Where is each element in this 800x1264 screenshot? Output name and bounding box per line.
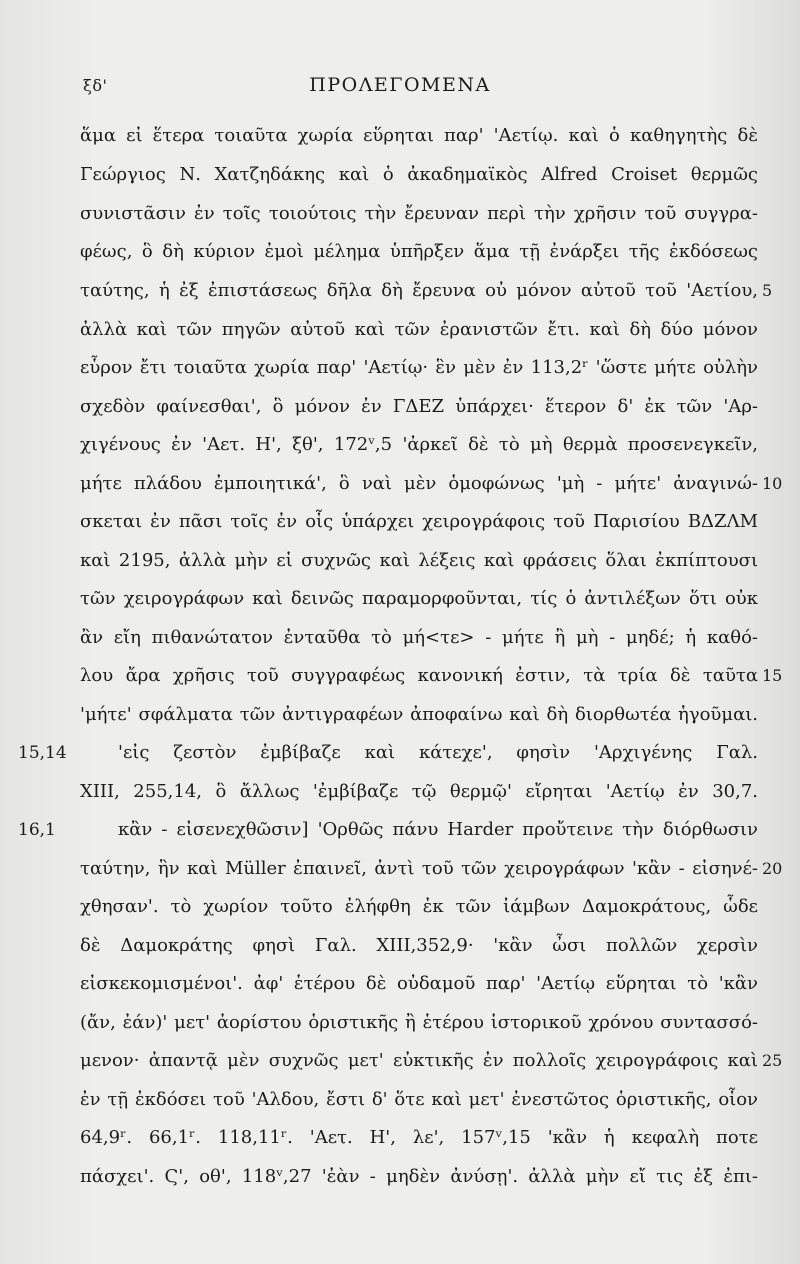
text-line: ἀλλὰ καὶ τῶν πηγῶν αὐτοῦ καὶ τῶν ἐρανιστῶν ἔτι. καὶ δὴ δύο μόνον [80, 319, 758, 340]
text-line: 64,9ʳ. 66,1ʳ. 118,11ʳ. 'Αετ. Η', λε', 157ᵛ,15 'κἂν ἡ κεφαλὴ ποτε [80, 1127, 758, 1148]
text-line: ταύτης, ἡ ἐξ ἐπιστάσεως δῆλα δὴ ἔρευνα οὐ μόνον αὐτοῦ τοῦ 'Αετίου, [80, 280, 758, 301]
text-line: ταύτην, ἣν καὶ Müller ἐπαινεῖ, ἀντὶ τοῦ τῶν χειρογράφων 'κἂν - εἰσηνέ- [80, 858, 758, 879]
margin-reference-left: 16,1 [18, 820, 56, 840]
text-line: λου ἄρα χρῆσις τοῦ συγγραφέως κανονική ἐστιν, τὰ τρία δὲ ταῦτα [80, 665, 758, 686]
text-line: φέως, ὃ δὴ κύριον ἐμοὶ μέλημα ὑπῆρξεν ἅμα τῇ ἐνάρξει τῆς ἐκδόσεως [80, 241, 758, 262]
text-line: σχεδὸν φαίνεσθαι', ὃ μόνον ἐν ΓΔΕΖ ὑπάρχει· ἕτερον δ' ἐκ τῶν 'Αρ- [80, 396, 758, 417]
page-number: ξδ' [83, 76, 108, 95]
text-line: ἂν εἴη πιθανώτατον ἐνταῦθα τὸ μή<τε> - μήτε ἢ μὴ - μηδέ; ἡ καθό- [80, 627, 758, 648]
text-line: σκεται ἐν πᾶσι τοῖς ἐν οἷς ὑπάρχει χειρογράφοις τοῦ Παρισίου ΒΔΖΛΜ [80, 511, 758, 532]
text-line: τῶν χειρογράφων καὶ δεινῶς παραμορφοῦνται, τίς ὁ ἀντιλέξων ὅτι οὐκ [80, 588, 758, 609]
text-line: 'εἰς ζεστὸν ἐμβίβαζε καὶ κάτεχε', φησὶν 'Αρχιγένης Γαλ. [118, 742, 758, 763]
margin-reference-left: 15,14 [18, 743, 67, 763]
text-line: κἂν - εἰσενεχθῶσιν] 'Ορθῶς πάνυ Harder προὔτεινε τὴν διόρθωσιν [118, 819, 758, 840]
text-line: μενον· ἀπαντᾷ μὲν συχνῶς μετ' εὐκτικῆς ἐν πολλοῖς χειρογράφοις καὶ [80, 1050, 758, 1071]
text-line: εὗρον ἔτι τοιαῦτα χωρία παρ' 'Αετίῳ· ἓν μὲν ἐν 113,2ʳ 'ὥστε μήτε οὐλὴν [80, 357, 758, 378]
text-line: δὲ Δαμοκράτης φησὶ Γαλ. XIII,352,9· 'κἂν ὦσι πολλῶν χερσὶν [80, 935, 758, 956]
text-line: εἰσκεκομισμένοι'. ἀφ' ἑτέρου δὲ οὐδαμοῦ παρ' 'Αετίῳ εὕρηται τὸ 'κἂν [80, 973, 758, 994]
margin-line-number: 15 [762, 666, 783, 685]
text-line: ἐν τῇ ἐκδόσει τοῦ 'Αλδου, ἔστι δ' ὅτε καὶ μετ' ἐνεστῶτος ὁριστικῆς, οἷον [80, 1089, 758, 1110]
text-line: Γεώργιος Ν. Χατζηδάκης καὶ ὁ ἀκαδημαϊκὸς Alfred Croiset θερμῶς [80, 164, 758, 185]
running-title: ΠΡΟΛΕΓΟΜΕΝΑ [309, 74, 491, 96]
text-line: (ἄν, ἐάν)' μετ' ἀορίστου ὁριστικῆς ἢ ἑτέρου ἱστορικοῦ χρόνου συντασσό- [80, 1012, 758, 1033]
margin-line-number: 25 [762, 1051, 783, 1070]
text-line: καὶ 2195, ἀλλὰ μὴν εἰ συχνῶς καὶ λέξεις καὶ φράσεις ὅλαι ἐκπίπτουσι [80, 550, 758, 571]
text-line: μήτε πλάδου ἐμποιητικά', ὃ ναὶ μὲν ὁμοφώνως 'μὴ - μήτε' ἀναγινώ- [80, 473, 758, 494]
margin-line-number: 10 [762, 474, 783, 493]
text-line: συνιστᾶσιν ἐν τοῖς τοιούτοις τὴν ἔρευναν περὶ τὴν χρῆσιν τοῦ συγγρα- [80, 203, 758, 224]
text-line: 'μήτε' σφάλματα τῶν ἀντιγραφέων ἀποφαίνω καὶ δὴ διορθωτέα ἡγοῦμαι. [80, 704, 758, 725]
margin-line-number: 20 [762, 859, 783, 878]
text-line: χθησαν'. τὸ χωρίον τοῦτο ἐλήφθη ἐκ τῶν ἰάμβων Δαμοκράτους, ὧδε [80, 896, 758, 917]
text-line: πάσχει'. Ϛ', οθ', 118ᵛ,27 'ἐὰν - μηδὲν ἀνύσῃ'. ἀλλὰ μὴν εἴ τις ἐξ ἐπι- [80, 1166, 758, 1187]
text-line: ἅμα εἰ ἕτερα τοιαῦτα χωρία εὕρηται παρ' 'Αετίῳ. καὶ ὁ καθηγητὴς δὲ [80, 125, 758, 146]
margin-line-number: 5 [762, 281, 773, 300]
text-line: XIII, 255,14, ὃ ἄλλως 'ἐμβίβαζε τῷ θερμῷ' εἴρηται 'Αετίῳ ἐν 30,7. [80, 781, 758, 802]
text-line: χιγένους ἐν 'Αετ. Η', ξθ', 172ᵛ,5 'ἀρκεῖ δὲ τὸ μὴ θερμὰ προσενεγκεῖν, [80, 434, 758, 455]
